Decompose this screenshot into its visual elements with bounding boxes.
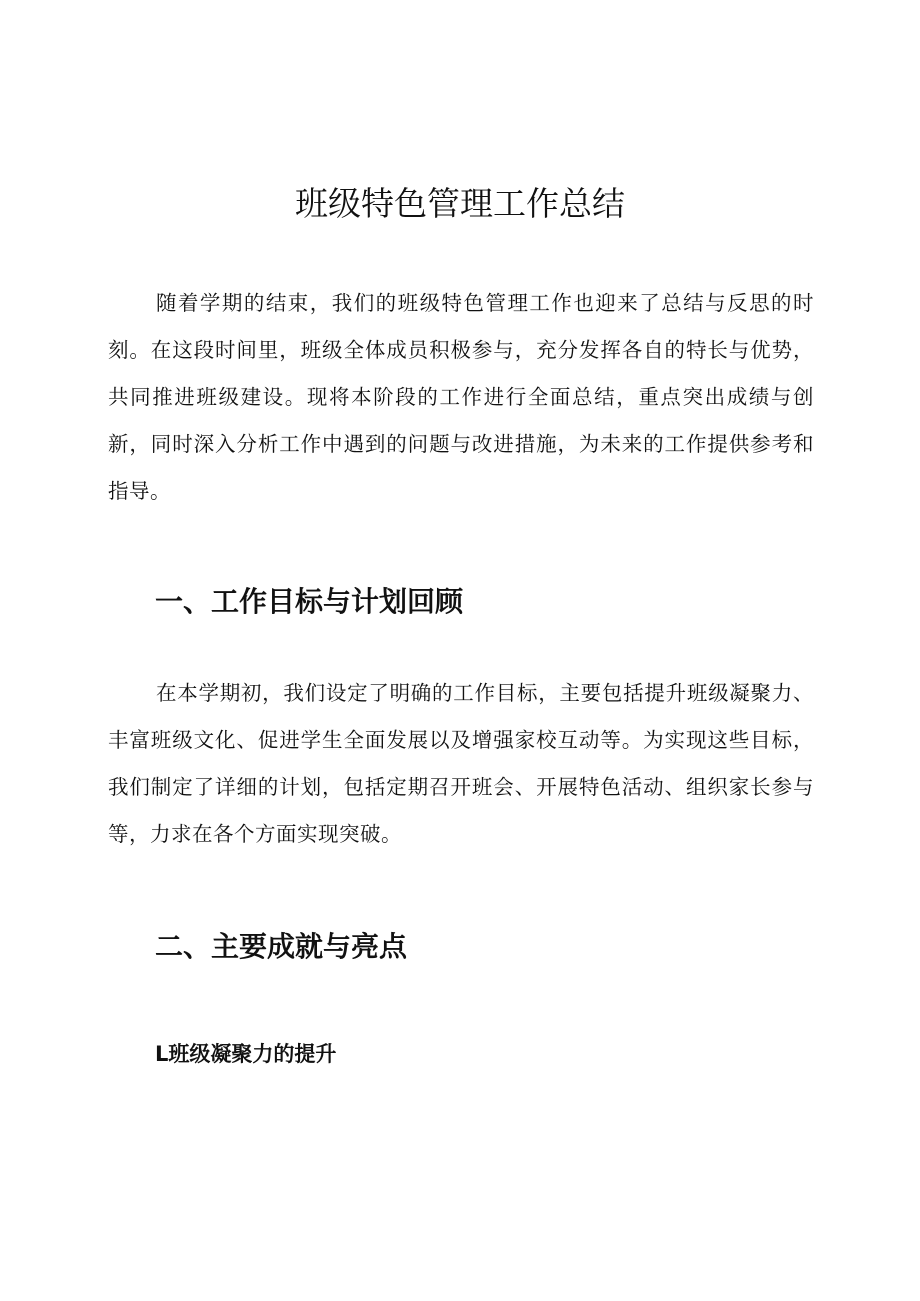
section-heading-1: 一、工作目标与计划回顾 — [155, 585, 464, 618]
document-title: 班级特色管理工作总结 — [295, 184, 625, 223]
intro-paragraph: 随着学期的结束，我们的班级特色管理工作也迎来了总结与反思的时刻。在这段时间里，班级全体成员积极参与，充分发挥各自的特长与优势，共同推进班级建设。现将本阶段的工作进行全面总结，重点突出成绩与创新，同时深入分析工作中遇到的问题与改进措施，为未来的工作提供参考和指导。 — [108, 291, 814, 503]
section-heading-2: 二、主要成就与亮点 — [155, 930, 408, 963]
section-2-subheading: L班级凝聚力的提升 — [155, 1042, 337, 1066]
section-1-paragraph: 在本学期初，我们设定了明确的工作目标，主要包括提升班级凝聚力、丰富班级文化、促进学生全面发展以及增强家校互动等。为实现这些目标，我们制定了详细的计划，包括定期召开班会、开展特色活动、组织家长参与等，力求在各个方面实现突破。 — [108, 681, 814, 846]
